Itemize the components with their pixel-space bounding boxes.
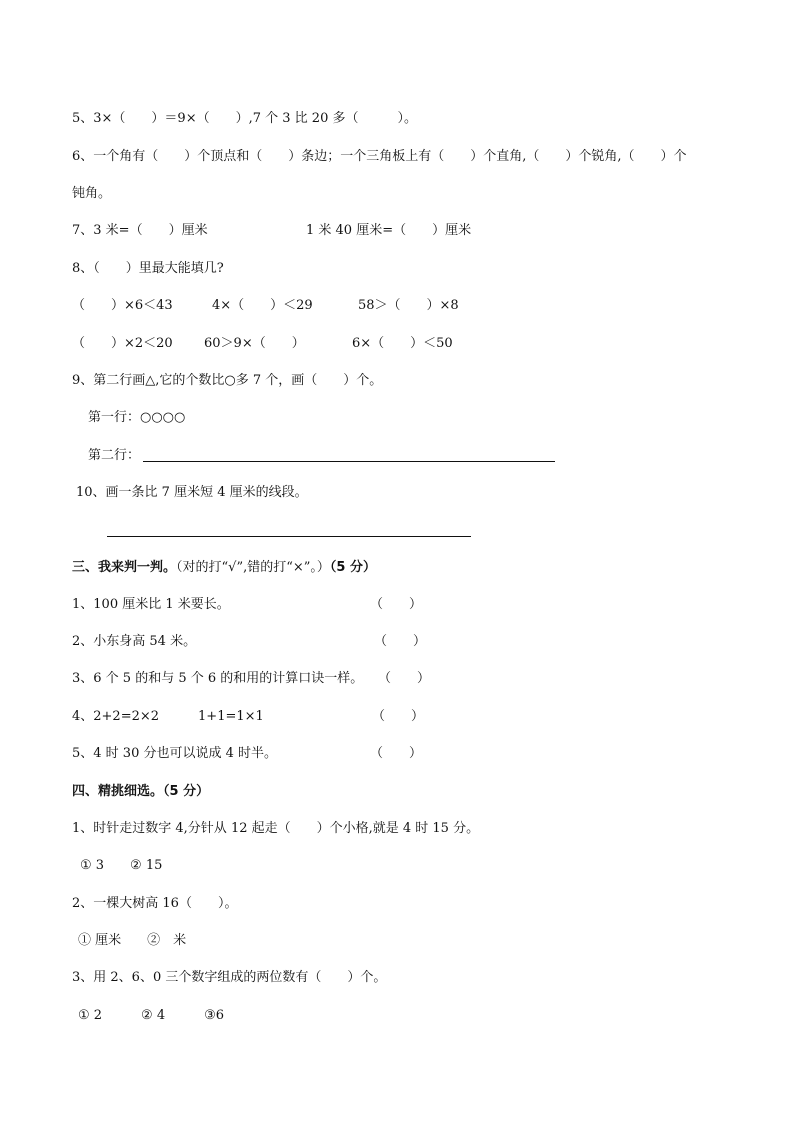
question-8-row2-c: 6×（ ）＜50 [352,336,453,351]
question-9-row-2: 第二行： [88,448,141,463]
question-5: 5、3×（ ）＝9×（ ）,7 个 3 比 20 多（ ）。 [72,111,417,126]
judge-item-4: 4、2+2=2×2 1+1=1×1 [72,709,264,724]
question-8-row1-c: 58＞（ ）×8 [358,298,459,313]
section-3-score: （5 分） [329,560,376,575]
choice-options-2: ① 厘米 ② 米 [78,933,187,948]
question-6-line-2: 钝角。 [72,186,112,201]
choice-options-1: ① 3 ② 15 [80,858,163,873]
question-8-row2-b: 60＞9×（ ） [204,336,305,351]
question-7-b: 1 米 40 厘米=（ ）厘米 [306,223,472,238]
judge-item-3: 3、6 个 5 的和与 5 个 6 的和用的计算口诀一样。 [72,671,364,686]
judge-bracket-4: （ ） [372,709,425,724]
section-3-title: 三、我来判一判。 [72,560,177,575]
judge-item-2: 2、小东身高 54 米。 [72,634,197,649]
judge-item-5: 5、4 时 30 分也可以说成 4 时半。 [72,746,278,761]
section-3-instruction: （对的打“√”,错的打“×”。） [176,560,330,575]
choice-options-3: ① 2 ② 4 ③6 [78,1008,225,1023]
question-8-row1-a: （ ）×6＜43 [72,298,173,313]
judge-bracket-1: （ ） [370,597,423,612]
judge-bracket-5: （ ） [370,746,423,761]
question-8-row2-a: （ ）×2＜20 [72,336,173,351]
section-3-header [72,560,376,576]
question-9-row-1: 第一行：○○○○ [88,410,186,425]
judge-bracket-2: （ ） [374,634,427,649]
question-6-line-1: 6、一个角有（ ）个顶点和（ ）条边；一个三角板上有（ ）个直角,（ ）个锐角,（ ）个 [72,149,687,164]
question-9-title: 9、第二行画△,它的个数比○多 7 个，画（ ）个。 [72,373,383,388]
answer-line-row-2 [143,461,555,462]
choice-question-2: 2、一棵大树高 16（ ）。 [72,896,238,911]
choice-question-1: 1、时针走过数字 4,分针从 12 起走（ ）个小格,就是 4 时 15 分。 [72,821,480,836]
question-7-a: 7、3 米=（ ）厘米 [72,223,208,238]
question-10: 10、画一条比 7 厘米短 4 厘米的线段。 [76,485,308,500]
judge-item-1: 1、100 厘米比 1 米要长。 [72,597,230,612]
question-8-title: 8、（ ）里最大能填几? [72,261,224,276]
judge-bracket-3: （ ） [378,671,431,686]
answer-line-q10 [107,536,471,537]
question-8-row1-b: 4×（ ）＜29 [212,298,313,313]
choice-question-3: 3、用 2、6、0 三个数字组成的两位数有（ ）个。 [72,970,387,985]
section-4-title: 四、精挑细选。（5 分） [72,784,210,799]
